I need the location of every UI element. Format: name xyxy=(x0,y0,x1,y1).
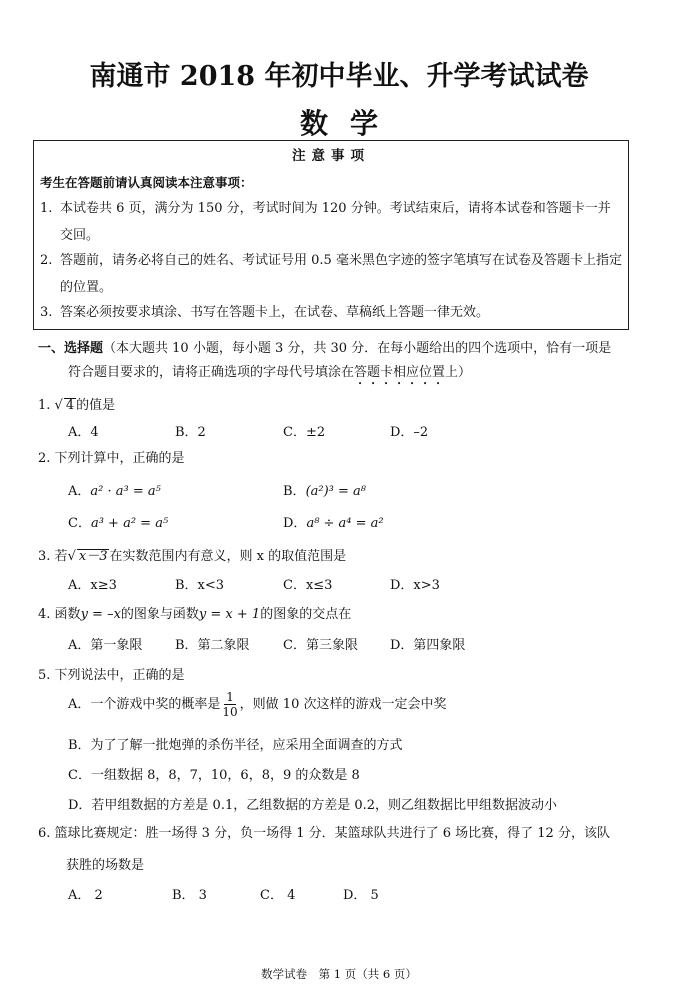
notice-item-number: 1. xyxy=(40,201,53,216)
option-label: D． xyxy=(283,516,307,531)
question-6 xyxy=(38,818,638,882)
section-desc: （本大题共 10 小题，每小题 3 分，共 30 分．在每小题给出的四个选项中，恰有一项是 xyxy=(103,341,612,356)
q5-option-a[interactable] xyxy=(68,690,446,719)
question-text-a: 篮球比赛规定：胜一场得 3 分，负一场得 1 分．某篮球队共进行了 6 场比赛，得了 12 分，该队 xyxy=(54,826,610,841)
notice-item-text: 答题前，请务必将自己的姓名、考试证号用 0.5 毫米黑色字迹的签字笔填写在试卷及答题卡上指定的位置。 xyxy=(60,253,622,295)
question-text-b: 的图象与函数 xyxy=(120,607,199,622)
q2-option-b[interactable] xyxy=(283,480,366,499)
q1-option-d[interactable]: D．–2 xyxy=(390,425,429,440)
option-formula: a² · a³ = a⁵ xyxy=(90,484,161,499)
notice-item-text: 答案必须按要求填涂、书写在答题卡上，在试卷、草稿纸上答题一律无效。 xyxy=(60,305,490,320)
q3-option-d[interactable]: D．x>3 xyxy=(390,578,440,593)
q3-option-b[interactable]: B．x<3 xyxy=(175,578,225,593)
option-formula: a⁸ ÷ a⁴ = a² xyxy=(306,516,384,531)
q2-option-d[interactable] xyxy=(283,512,384,531)
question-3 xyxy=(38,545,346,564)
option-label: A． xyxy=(68,484,91,499)
question-number: 4. xyxy=(38,607,51,622)
section-desc-emphasis: 答题卡相应位置 xyxy=(354,365,446,380)
exam-subject: 数学 xyxy=(299,107,400,140)
q1-option-b[interactable]: B．2 xyxy=(175,425,206,440)
question-text: 下列说法中，正确的是 xyxy=(54,668,185,683)
option-text-post: ，则做 10 次这样的游戏一定会中奖 xyxy=(239,697,447,712)
question-text: 的值是 xyxy=(76,398,116,413)
exam-title: 南通市 2018 年初中毕业、升学考试试卷 xyxy=(89,61,589,92)
fraction xyxy=(222,690,237,719)
q6-option-c[interactable]: C． 4 xyxy=(260,888,296,903)
question-text: 下列计算中，正确的是 xyxy=(54,451,185,466)
q2-option-c[interactable] xyxy=(68,512,168,531)
question-number: 6. xyxy=(38,826,51,841)
question-text-b: 获胜的场数是 xyxy=(66,858,145,873)
question-4 xyxy=(38,603,351,622)
question-1 xyxy=(38,394,115,413)
section-choice-header xyxy=(38,337,638,388)
section-desc-end: 上） xyxy=(445,365,472,380)
question-5 xyxy=(38,664,185,683)
page-footer: 数学试卷 第 1 页（共 6 页） xyxy=(261,967,417,981)
notice-box xyxy=(33,140,629,330)
section-desc-cont xyxy=(38,361,638,388)
sqrt-radicand: 4 xyxy=(65,398,75,413)
q3-option-c[interactable]: C．x≤3 xyxy=(283,578,333,593)
section-desc-text: 符合题目要求的，请将正确选项的字母代号填涂在 xyxy=(68,365,355,380)
q4-option-a[interactable]: A．第一象限 xyxy=(68,638,143,653)
sqrt-expression: √ 4 xyxy=(54,398,75,413)
q6-option-a[interactable]: A． 2 xyxy=(68,888,103,903)
option-text-pre: A．一个游戏中奖的概率是 xyxy=(68,697,221,712)
q5-option-d[interactable]: D．若甲组数据的方差是 0.1，乙组数据的方差是 0.2，则乙组数据比甲组数据波动小 xyxy=(68,798,558,813)
function-1: y = –x xyxy=(80,607,121,622)
option-formula: a³ + a² = a⁵ xyxy=(90,516,169,531)
option-formula: (a²)³ = a⁸ xyxy=(305,484,366,499)
notice-item-2 xyxy=(40,247,622,301)
question-number: 1. xyxy=(38,398,51,413)
option-label: C． xyxy=(68,516,91,531)
q3-option-a[interactable]: A．x≥3 xyxy=(68,578,117,593)
notice-item-number: 2. xyxy=(40,253,53,268)
question-text: 在实数范围内有意义，则 x 的取值范围是 xyxy=(109,549,347,564)
q4-option-c[interactable]: C．第三象限 xyxy=(283,638,358,653)
function-2: y = x + 1 xyxy=(198,607,261,622)
q1-option-c[interactable]: C．±2 xyxy=(283,425,326,440)
notice-item-text: 本试卷共 6 页，满分为 150 分，考试时间为 120 分钟。考试结束后，请将本试卷和答题卡一并交回。 xyxy=(60,201,611,243)
q5-option-b[interactable]: B．为了了解一批炮弹的杀伤半径，应采用全面调查的方式 xyxy=(68,738,403,753)
notice-item-number: 3. xyxy=(40,305,53,320)
notice-intro: 考生在答题前请认真阅读本注意事项： xyxy=(40,175,253,190)
q5-option-c[interactable]: C．一组数据 8，8，7，10，6，8，9 的众数是 8 xyxy=(68,768,360,783)
option-label: B． xyxy=(283,484,306,499)
question-number: 5. xyxy=(38,668,51,683)
question-number: 3. xyxy=(38,549,51,564)
q1-option-a[interactable]: A．4 xyxy=(68,425,99,440)
question-text-c: 的图象的交点在 xyxy=(260,607,352,622)
section-title: 一、选择题 xyxy=(38,341,104,356)
notice-item-3 xyxy=(40,299,622,326)
notice-title: 注意事项 xyxy=(292,148,370,164)
q4-option-d[interactable]: D．第四象限 xyxy=(390,638,466,653)
fraction-numerator: 1 xyxy=(226,690,234,704)
fraction-denominator: 10 xyxy=(222,705,238,719)
question-pre: 若 xyxy=(54,549,68,564)
question-number: 2. xyxy=(38,451,51,466)
notice-item-1 xyxy=(40,195,622,249)
sqrt-radicand: x－3 xyxy=(78,549,108,564)
q6-option-b[interactable]: B． 3 xyxy=(172,888,207,903)
q4-option-b[interactable]: B．第二象限 xyxy=(175,638,250,653)
sqrt-expression: √ x－3 xyxy=(67,549,108,564)
q6-option-d[interactable]: D． 5 xyxy=(343,888,379,903)
question-2 xyxy=(38,447,185,466)
q2-option-a[interactable] xyxy=(68,480,161,499)
question-text-a: 函数 xyxy=(54,607,81,622)
